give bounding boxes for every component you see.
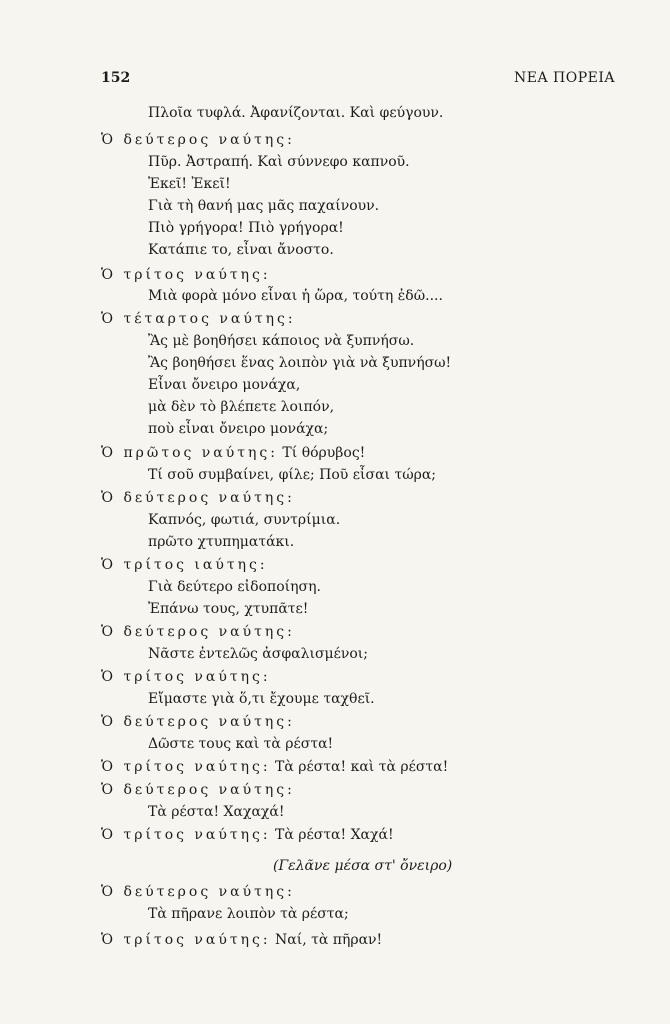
verse-line: Εἶναι ὄνειρο μονάχα, (148, 377, 301, 393)
verse-line: Νᾶστε ἐντελῶς ἀσφαλισμένοι; (148, 646, 368, 662)
verse-text: Ναί, τὰ πῆραν! (275, 932, 383, 948)
verse-line: Ἂς βοηθήσει ἕνας λοιπὸν γιὰ νὰ ξυπνήσω! (148, 355, 452, 371)
verse-line: Καπνός, φωτιά, συντρίμια. (148, 512, 341, 528)
verse-line: Γιὰ δεύτερο εἰδοποίηση. (148, 579, 321, 595)
stage-direction: (Γελᾶνε μέσα στ' ὄνειρο) (273, 858, 453, 874)
speaker-label: Ὁ τρίτος ναύτης: (101, 267, 271, 283)
running-head: ΝΕΑ ΠΟΡΕΙΑ (514, 70, 615, 86)
speaker-label: Ὁ δεύτερος ναύτης: (101, 884, 295, 900)
speaker-label: Ὁ πρῶτος ναύτης: (101, 445, 278, 461)
speaker-line (101, 445, 365, 461)
verse-line: Μιὰ φορὰ μόνο εἶναι ἡ ὥρα, τούτη ἐδῶ.... (148, 288, 443, 304)
speaker-label: Ὁ δεύτερος ναύτης: (101, 132, 295, 148)
speaker-label: Ὁ τρίτος ιαύτης: (101, 557, 268, 573)
speaker-line (101, 759, 448, 775)
verse-text: Τὰ ρέστα! Χαχά! (275, 827, 394, 843)
verse-line: Δῶστε τους καὶ τὰ ρέστα! (148, 736, 334, 752)
speaker-line (101, 827, 394, 843)
verse-line: Ἂς μὲ βοηθήσει κάποιος νὰ ξυπνήσω. (148, 333, 415, 349)
verse-line: Τὰ ρέστα! Χαχαχά! (148, 804, 285, 820)
speaker-label: Ὁ δεύτερος ναύτης: (101, 782, 295, 798)
verse-line: Πῦρ. Ἀστραπή. Καὶ σύννεφο καπνοῦ. (148, 154, 410, 170)
verse-line: ποὺ εἶναι ὄνειρο μονάχα; (148, 421, 329, 437)
verse-line: πρῶτο χτυπηματάκι. (148, 534, 295, 550)
verse-line: Ἐπάνω τους, χτυπᾶτε! (148, 601, 309, 617)
speaker-label: Ὁ τρίτος ναύτης: (101, 669, 271, 685)
verse-line: Πλοῖα τυφλά. Ἀφανίζονται. Καὶ φεύγουν. (148, 105, 444, 121)
verse-line: Πιὸ γρήγορα! Πιὸ γρήγορα! (148, 220, 344, 236)
verse-line: Τί σοῦ συμβαίνει, φίλε; Ποῦ εἶσαι τώρα; (148, 467, 437, 483)
verse-line: Κατάπιε το, εἶναι ἄνοστο. (148, 242, 334, 258)
verse-line: Γιὰ τὴ θανή μας μᾶς παχαίνουν. (148, 198, 380, 214)
verse-line: Ἐκεῖ! Ἐκεῖ! (148, 176, 231, 192)
verse-text: Τί θόρυβος! (282, 445, 366, 461)
speaker-line (101, 932, 382, 948)
verse-line: Εἴμαστε γιὰ ὅ,τι ἔχουμε ταχθεῖ. (148, 691, 375, 707)
verse-text: Τὰ ρέστα! καὶ τὰ ρέστα! (275, 759, 449, 775)
speaker-label: Ὁ δεύτερος ναύτης: (101, 624, 295, 640)
speaker-label: Ὁ δεύτερος ναύτης: (101, 714, 295, 730)
speaker-label: Ὁ δεύτερος ναύτης: (101, 490, 295, 506)
speaker-label: Ὁ τέταρτος ναύτης: (101, 311, 296, 327)
page-number: 152 (101, 70, 131, 86)
verse-line: Τὰ πῆρανε λοιπὸν τὰ ρέστα; (148, 906, 349, 922)
speaker-label: Ὁ τρίτος ναύτης: (101, 759, 271, 775)
verse-line: μὰ δὲν τὸ βλέπετε λοιπόν, (148, 399, 335, 415)
speaker-label: Ὁ τρίτος ναύτης: (101, 827, 271, 843)
speaker-label: Ὁ τρίτος ναύτης: (101, 932, 271, 948)
